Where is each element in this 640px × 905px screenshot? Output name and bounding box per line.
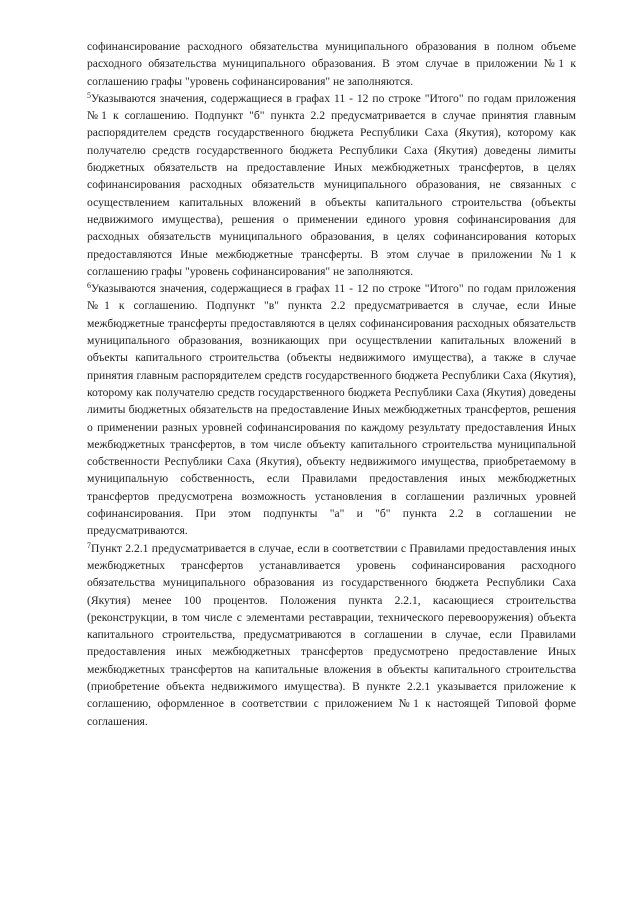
footnote-text: Пункт 2.2.1 предусматривается в случае, если в соответствии с Правилами предоставления иных межбюджетных трансфертов устанавливается уровень софинансирования расходного обязательства муниципального образования из государственного бюджета Республики Саха (Якутия) менее 100 процентов. Положения пункта 2.2.1, касающиеся строительства (реконструкции, в том числе с элементами реставрации, технического перевооружения) объекта капитального строительства, предусматриваются в соглашении в случае, если Правилами предоставления иных межбюджетных трансфертов предусмотрено предоставление Иных межбюджетных трансфертов на капитальные вложения в объекты капитального строительства (приобретение объекта недвижимого имущества). В пункте 2.2.1 указывается приложение к соглашению, оформленное в соответствии с приложением №1 к настоящей Типовой форме соглашения. [87, 541, 576, 728]
footnote-continuation [87, 38, 576, 90]
footnote-text: софинансирование расходного обязательства муниципального образования в полном объеме расходного обязательства муниципального образования. В этом случае в приложении №1 к соглашению графы "уровень софинансирования" не заполняются. [87, 40, 576, 88]
footnotes-block [87, 38, 576, 730]
footnote-text: Указываются значения, содержащиеся в графах 11 - 12 по строке "Итого" по годам приложения №1 к соглашению. Подпункт "в" пункта 2.2 предусматривается в случае, если Иные межбюджетные трансферты предоставляются в целях софинансирования расходных обязательств муниципального образования, возникающих при осуществлении капитальных вложений в объекты капитального строительства (объекты недвижимого имущества), а также в случае принятия главным распорядителем средств государственного бюджета Республики Саха (Якутия), которому как получателю средств государственного бюджета Республики Саха (Якутия) доведены лимиты бюджетных обязательств на предоставление Иных межбюджетных трансфертов, решения о применении разных уровней софинансирования по каждому результату предоставления Иных межбюджетных трансфертов, в том числе объекту капитального строительства муниципальной собственности Республики Саха (Якутия), объекту недвижимого имущества, приобретаемому в муниципальную собственность, если Правилами предоставления иных межбюджетных трансфертов предусмотрена возможность установления в соглашении различных уровней софинансирования. При этом подпункты "а" и "б" пункта 2.2 в соглашении не предусматриваются. [87, 282, 576, 538]
footnote-5 [87, 90, 576, 280]
footnote-text: Указываются значения, содержащиеся в графах 11 - 12 по строке "Итого" по годам приложения №1 к соглашению. Подпункт "б" пункта 2.2 предусматривается в случае принятия главным распорядителем средств государственного бюджета Республики Саха (Якутия), которому как получателю средств государственного бюджета Республики Саха (Якутия) доведены лимиты бюджетных обязательств на предоставление Иных межбюджетных трансфертов, в целях софинансирования расходных обязательств муниципального образования, не связанных с осуществлением капитальных вложений в объекты капитального строительства (объекты недвижимого имущества), решения о применении единого уровня софинансирования для расходных обязательств муниципального образования, в целях софинансирования которых предоставляются Иные межбюджетные трансферты. В этом случае в приложении №1 к соглашению графы "уровень софинансирования" не заполняются. [87, 91, 576, 278]
footnote-6 [87, 280, 576, 539]
footnote-marker: 5 [87, 90, 91, 100]
footnote-7 [87, 540, 576, 730]
footnote-marker: 6 [87, 281, 91, 291]
footnote-marker: 7 [87, 540, 91, 550]
